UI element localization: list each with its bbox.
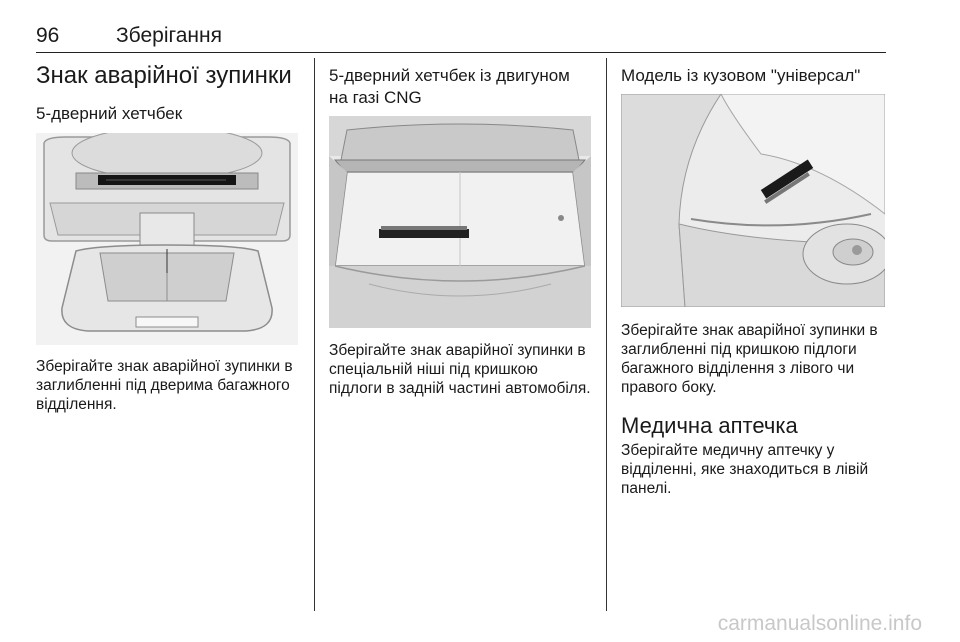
header-rule <box>36 52 886 53</box>
running-title: Зберігання <box>116 24 222 47</box>
page-number: 96 <box>36 24 60 47</box>
figure-hatchback-triangle <box>36 133 298 345</box>
figure-estate-triangle <box>621 94 885 307</box>
subtitle-5door-hatchback: 5-дверний хетчбек <box>36 104 183 123</box>
figure-cng-triangle <box>329 116 591 328</box>
paragraph-first-aid-kit: Зберігайте медичну аптечку у відділенні, яке знаходиться в лівій панелі. <box>621 442 869 497</box>
column-divider-2 <box>606 58 607 611</box>
paragraph-col2: Зберігайте знак аварійної зупинки в спеціальній ніші під кришкою підлоги в задній частині автомобіля. <box>329 342 591 397</box>
subtitle-cng-line2: на газі CNG <box>329 88 422 107</box>
paragraph-col1: Зберігайте знак аварійної зупинки в заглибленні під дверима багажного відділення. <box>36 358 293 413</box>
section-title-warning-triangle: Знак аварійної зупинки <box>36 62 292 89</box>
column-divider-1 <box>314 58 315 611</box>
paragraph-col3: Зберігайте знак аварійної зупинки в заглибленні під кришкою підлоги багажного відділення з лівого чи правого боку. <box>621 322 878 396</box>
subtitle-cng-line1: 5-дверний хетчбек із двигуном <box>329 66 570 85</box>
page-header <box>36 22 886 52</box>
subtitle-estate: Модель із кузовом "універсал" <box>621 66 861 85</box>
watermark: carmanualsonline.info <box>717 612 922 635</box>
section-title-first-aid-kit: Медична аптечка <box>621 413 798 438</box>
subtitle-hatchback-cng <box>329 65 599 109</box>
